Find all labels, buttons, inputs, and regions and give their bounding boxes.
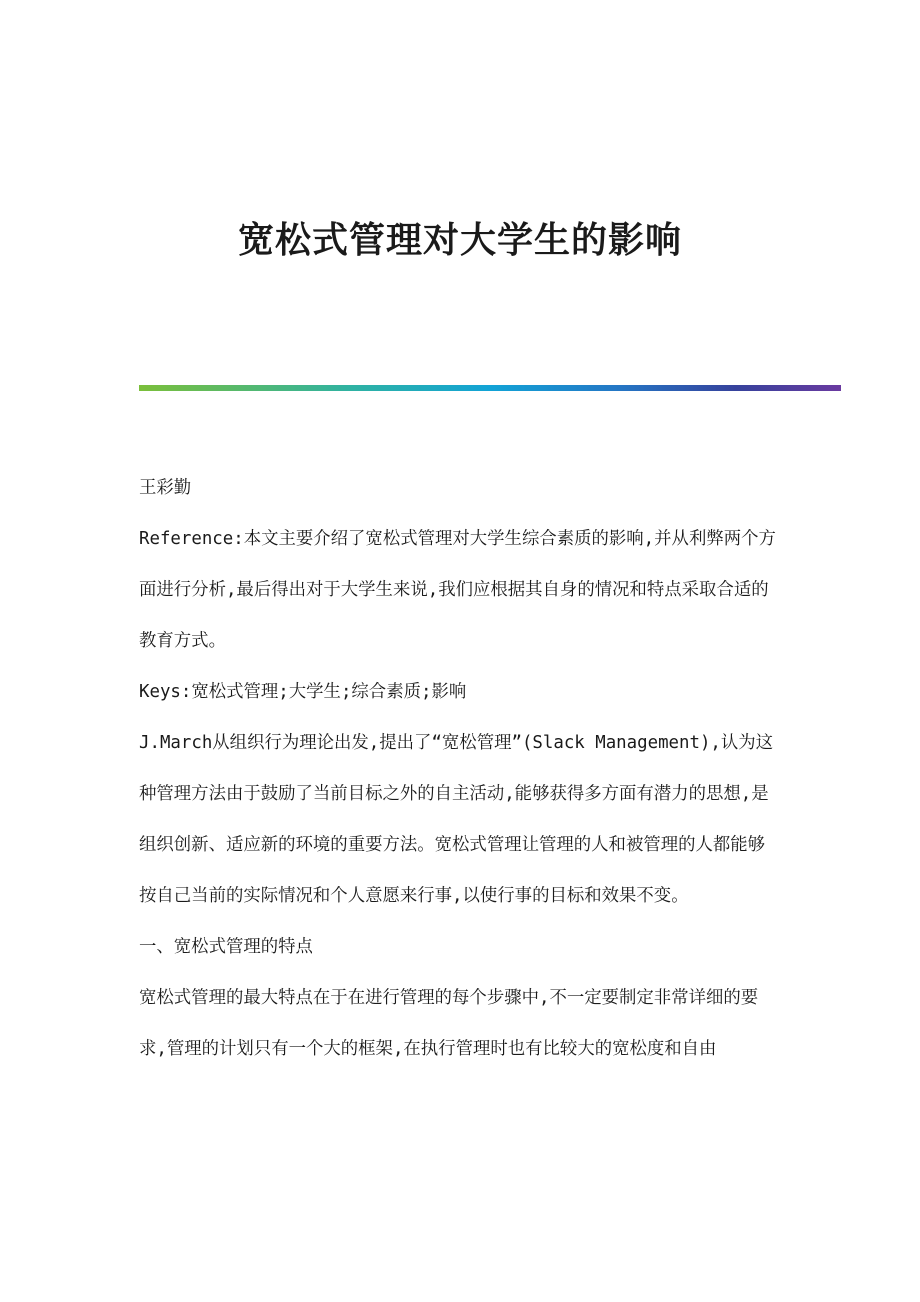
section-heading: 一、宽松式管理的特点: [139, 937, 313, 957]
keywords-paragraph: Keys:宽松式管理;大学生;综合素质;影响: [139, 682, 467, 702]
author-name: 王彩勤: [139, 478, 192, 498]
gradient-divider: [139, 385, 841, 391]
abstract-paragraph: Reference:本文主要介绍了宽松式管理对大学生综合素质的影响,并从利弊两个方面进行分析,最后得出对于大学生来说,我们应根据其自身的情况和特点采取合适的教育方式。: [139, 529, 776, 651]
section-paragraph: 宽松式管理的最大特点在于在进行管理的每个步骤中,不一定要制定非常详细的要求,管理的计划只有一个大的框架,在执行管理时也有比较大的宽松度和自由: [139, 988, 759, 1059]
intro-paragraph: J.March从组织行为理论出发,提出了“宽松管理”(Slack Management),认为这种管理方法由于鼓励了当前目标之外的自主活动,能够获得多方面有潜力的思想,是组织创新、适应新的环境的重要方法。宽松式管理让管理的人和被管理的人都能够按自己当前的实际情况和个人意愿来行事,以使行事的目标和效果不变。: [139, 733, 774, 906]
document-body: [139, 463, 781, 1075]
document-title: 宽松式管理对大学生的影响: [237, 219, 682, 261]
